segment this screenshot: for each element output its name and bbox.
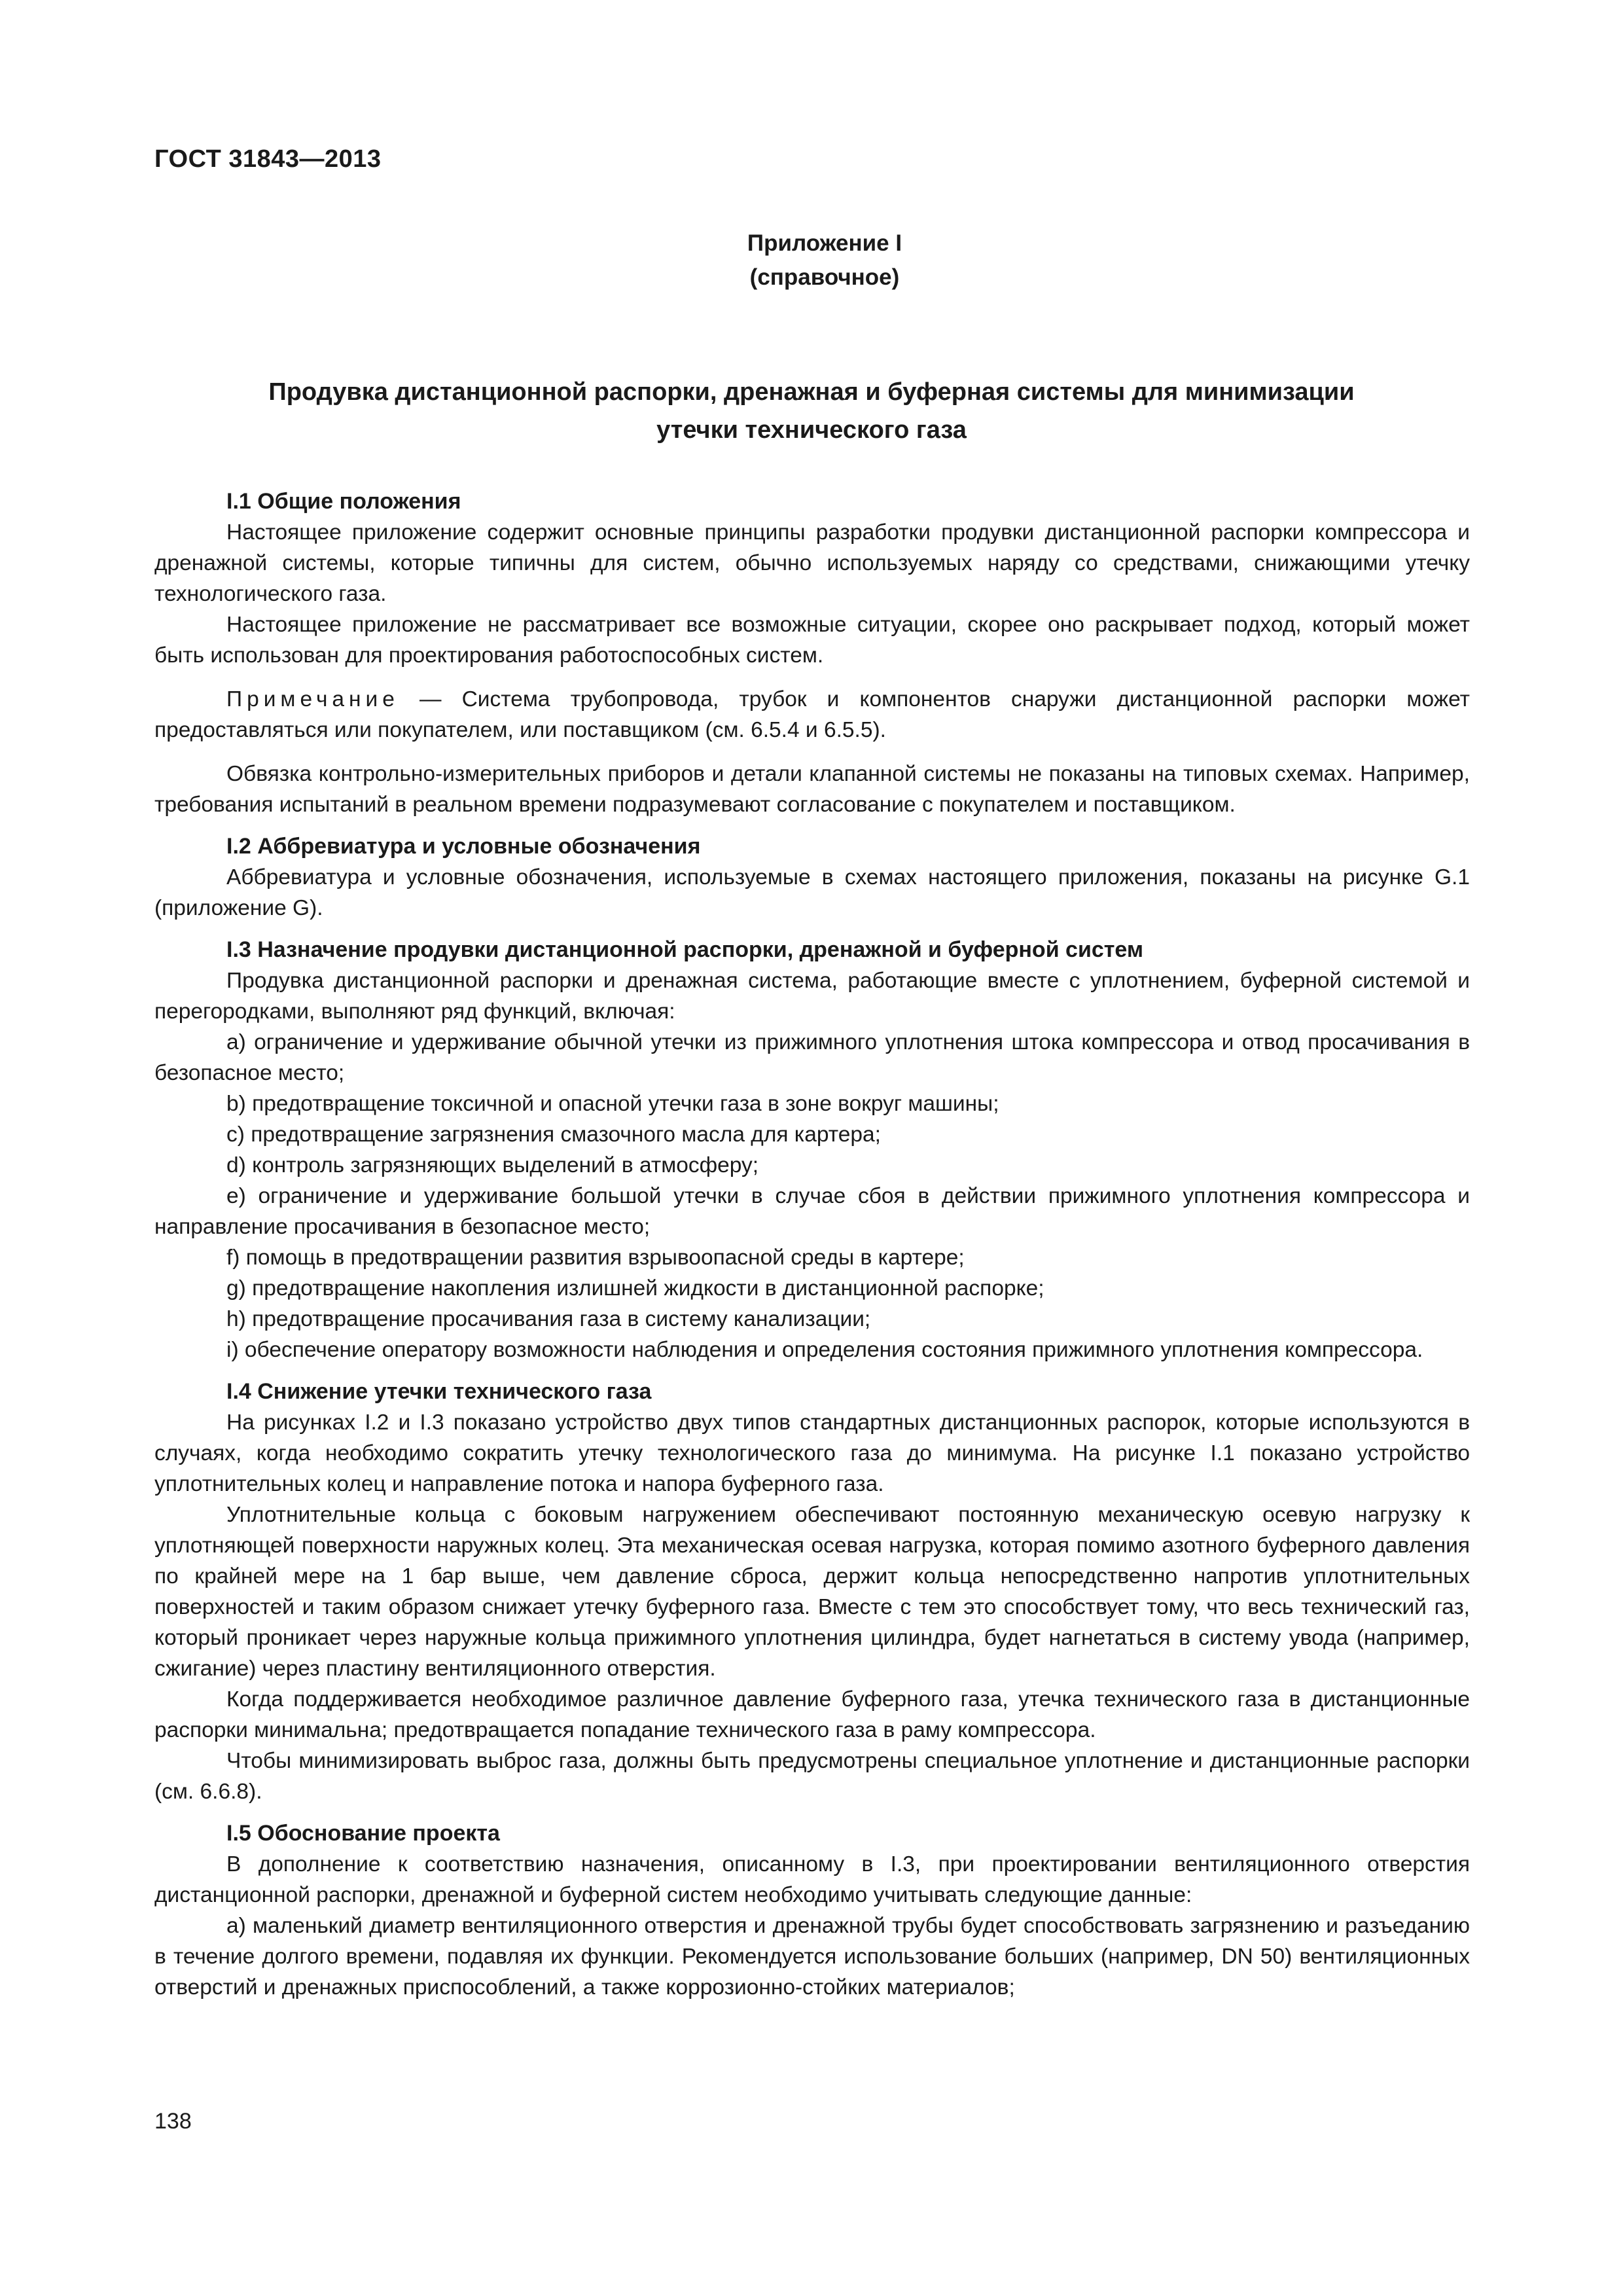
list-item: c) предотвращение загрязнения смазочного масла для картера; (226, 1122, 881, 1147)
note (154, 684, 1470, 745)
paragraph: Настоящее приложение не рассматривает все возможные ситуации, скорее оно раскрывает подход, который может быть использован для проектирования работоспособных систем. (154, 613, 1470, 668)
annex-title: Приложение I (747, 230, 902, 256)
list-item: а) маленький диаметр вентиляционного отверстия и дренажной трубы будет способствовать загрязнению и разъеданию в течение долгого времени, подавляя их функции. Рекомендуется использование больших (например, DN 50) вентиляционных отверстий и дренажных приспособлений, а также коррозионно-стойких материалов; (154, 1914, 1470, 2000)
paragraph: Уплотнительные кольца с боковым нагружением обеспечивают постоянную механическую осевую нагрузку к уплотняющей поверхности наружных колец. Эта механическая осевая нагрузка, которая помимо азотного буферного давления по крайней мере на 1 бар выше, чем давление сброса, держит кольца непосредственно напротив уплотнительных поверхностей и таким образом снижает утечку буферного газа. Вместе с тем это способствует тому, что весь технический газ, который проникает через наружные кольца прижимного уплотнения цилиндра, будет нагнетаться в систему увода (например, сжигание) через пластину вентиляционного отверстия. (154, 1503, 1470, 1681)
list-item: h) предотвращение просачивания газа в систему канализации; (226, 1307, 871, 1331)
paragraph: Чтобы минимизировать выброс газа, должны быть предусмотрены специальное уплотнение и дистанционные распорки (см. 6.6.8). (154, 1749, 1470, 1804)
section-heading-i4: I.4 Снижение утечки технического газа (226, 1379, 652, 1404)
paragraph: Когда поддерживается необходимое различное давление буферного газа, утечка технического газа в дистанционные распорки минимальна; предотвращается попадание технического газа в раму компрессора. (154, 1687, 1470, 1742)
section-heading-i3: I.3 Назначение продувки дистанционной распорки, дренажной и буферной систем (226, 937, 1144, 962)
list-item: i) обеспечение оператору возможности наблюдения и определения состояния прижимного уплотнения компрессора. (226, 1338, 1423, 1362)
list-item: f) помощь в предотвращении развития взрывоопасной среды в картере; (226, 1246, 965, 1270)
paragraph: Аббревиатура и условные обозначения, используемые в схемах настоящего приложения, показаны на рисунке G.1 (приложение G). (154, 865, 1470, 920)
section-heading-i2: I.2 Аббревиатура и условные обозначения (226, 834, 701, 859)
document-code: ГОСТ 31843—2013 (154, 145, 382, 173)
list-item: a) ограничение и удерживание обычной утечки из прижимного уплотнения штока компрессора и отвод просачивания в безопасное место; (154, 1030, 1470, 1085)
paragraph: Обвязка контрольно-измерительных приборов и детали клапанной системы не показаны на типовых схемах. Например, требования испытаний в реальном времени подразумевают согласование с покупателем и поставщиком. (154, 762, 1470, 817)
annex-kind: (справочное) (749, 264, 900, 290)
main-title-line-1: Продувка дистанционной распорки, дренажная и буферная системы для минимизации (268, 378, 1355, 406)
page-number: 138 (154, 2109, 192, 2134)
section-heading-i1: I.1 Общие положения (226, 489, 461, 514)
section-heading-i5: I.5 Обоснование проекта (226, 1821, 500, 1846)
paragraph: Настоящее приложение содержит основные принципы разработки продувки дистанционной распорки компрессора и дренажной системы, которые типичны для систем, обычно используемых наряду со средствами, снижающими утечку технологического газа. (154, 520, 1470, 606)
paragraph: На рисунках I.2 и I.3 показано устройство двух типов стандартных дистанционных распорок, которые используются в случаях, когда необходимо сократить утечку технологического газа до минимума. На рисунке I.1 показано устройство уплотнительных колец и направление потока и напора буферного газа. (154, 1410, 1470, 1496)
list-item: d) контроль загрязняющих выделений в атмосферу; (226, 1153, 759, 1177)
paragraph: Продувка дистанционной распорки и дренажная система, работающие вместе с уплотнением, буферной системой и перегородками, выполняют ряд функций, включая: (154, 969, 1470, 1024)
list-item: e) ограничение и удерживание большой утечки в случае сбоя в действии прижимного уплотнения компрессора и направление просачивания в безопасное место; (154, 1184, 1470, 1239)
paragraph: В дополнение к соответствию назначения, описанному в I.3, при проектировании вентиляционного отверстия дистанционной распорки, дренажной и буферной систем необходимо учитывать следующие данные: (154, 1852, 1470, 1907)
document-body (154, 486, 1470, 2003)
main-title-line-2: утечки технического газа (656, 416, 967, 444)
annex-header (0, 226, 1623, 295)
note-text: — Система трубопровода, трубок и компонентов снаружи дистанционной распорки может предоставляться или покупателем, или поставщиком (см. 6.5.4 и 6.5.5). (154, 687, 1470, 742)
list-item: g) предотвращение накопления излишней жидкости в дистанционной распорке; (226, 1276, 1044, 1300)
note-label: Примечание (226, 687, 399, 711)
main-title (196, 373, 1427, 449)
list-item: b) предотвращение токсичной и опасной утечки газа в зоне вокруг машины; (226, 1092, 999, 1116)
